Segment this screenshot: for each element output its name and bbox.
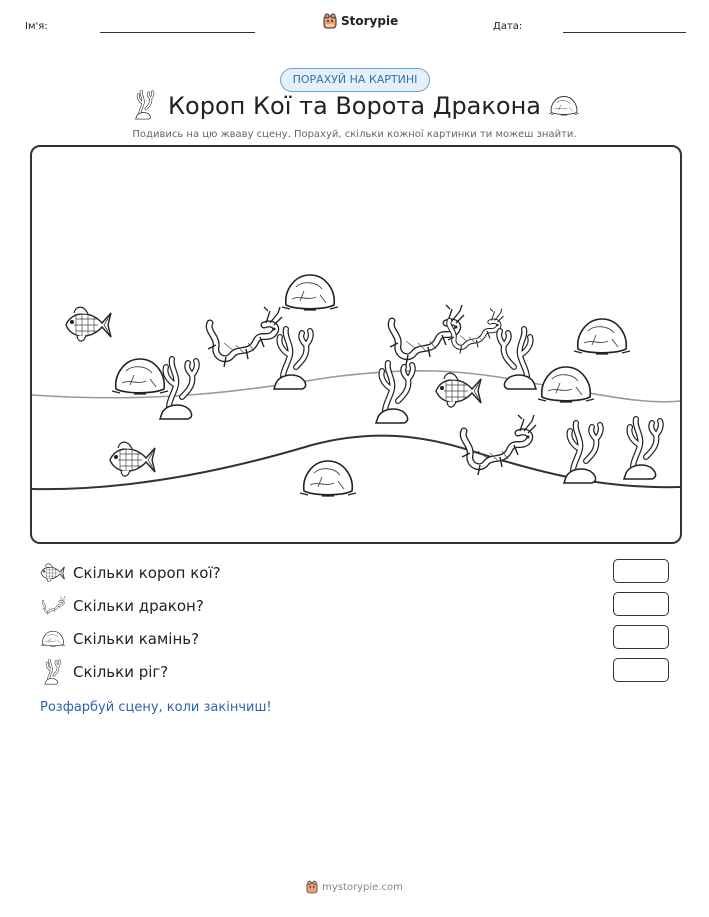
date-label: Дата: <box>493 21 523 32</box>
page-title: Короп Кої та Ворота Дракона <box>168 92 541 120</box>
rock-4 <box>538 367 594 402</box>
answer-box-dragon[interactable] <box>613 592 669 616</box>
name-label: Ім'я: <box>25 21 48 32</box>
dragon-1 <box>208 307 282 367</box>
coral-2 <box>160 359 197 419</box>
question-text: Скільки камінь? <box>73 630 200 648</box>
dragon-icon <box>40 593 66 619</box>
coral-6 <box>624 419 661 479</box>
koi-fish-icon <box>40 560 66 586</box>
activity-badge: ПОРАХУЙ НА КАРТИНІ <box>280 68 430 92</box>
question-text: Скільки дракон? <box>73 597 204 615</box>
page-subtitle: Подивись на цю жваву сцену. Порахуй, скільки кожної картинки ти можеш знайти. <box>132 129 577 140</box>
coral-1 <box>274 329 311 389</box>
question-row-rock <box>40 626 199 652</box>
coral-horn-icon <box>40 659 66 685</box>
storypie-mascot-icon <box>323 13 337 29</box>
question-text: Скільки короп кої? <box>73 564 221 582</box>
coloring-note: Розфарбуй сцену, коли закінчиш! <box>40 700 272 715</box>
footer-url[interactable]: mystorypie.com <box>322 881 403 893</box>
koi-fish-2 <box>110 442 155 476</box>
rock-2 <box>112 359 168 394</box>
rock-icon <box>548 94 580 118</box>
answer-box-coral[interactable] <box>613 658 669 682</box>
coral-3 <box>499 329 536 389</box>
scene-illustration <box>32 147 680 542</box>
rock-1 <box>282 275 338 310</box>
counting-scene <box>30 145 682 544</box>
koi-fish-1 <box>66 307 111 341</box>
storypie-mascot-icon <box>306 880 318 894</box>
brand-logo <box>323 13 398 29</box>
rock-3 <box>574 319 630 354</box>
rock-icon <box>40 626 66 652</box>
answer-box-koi[interactable] <box>613 559 669 583</box>
question-row-koi <box>40 560 221 586</box>
footer <box>0 880 709 894</box>
question-row-dragon <box>40 593 204 619</box>
brand-name: Storypie <box>341 14 399 28</box>
answer-box-rock[interactable] <box>613 625 669 649</box>
question-row-coral <box>40 659 168 685</box>
name-line[interactable] <box>100 32 255 33</box>
koi-fish-3 <box>436 373 481 407</box>
coral-5 <box>564 423 601 483</box>
date-line[interactable] <box>563 32 686 33</box>
rock-5 <box>300 461 356 496</box>
question-text: Скільки ріг? <box>73 663 169 681</box>
